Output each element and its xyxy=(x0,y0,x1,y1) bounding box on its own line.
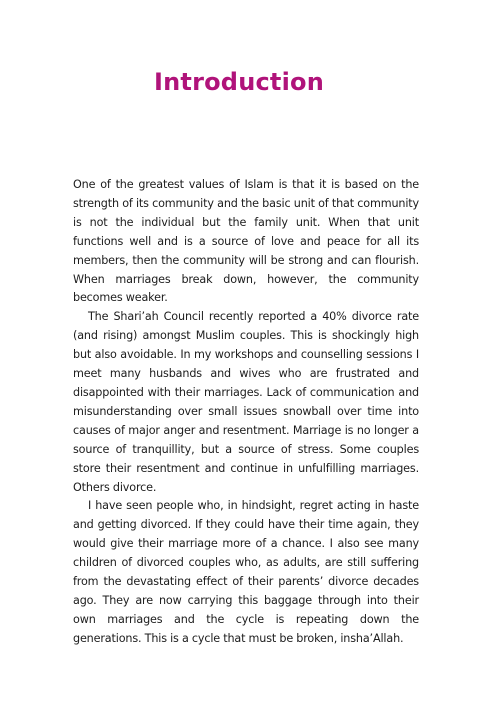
paragraph-2: The Shari’ah Council recently reported a 40% divorce rate (and rising) amongst Muslim couples. This is shockingly high but also avoidable. In my workshops and counselling sessions I meet many husbands and wives who are frustrated and disappointed with their marriages. Lack of communication and misunderstanding over small issues snowball over time into causes of major anger and resentment. Marriage is no longer a source of tranquillity, but a source of stress. Some couples store their resentment and continue in unfulfilling marriages. Others divorce. xyxy=(73,310,419,494)
chapter-body xyxy=(73,176,419,649)
chapter-title: Introduction xyxy=(154,68,324,97)
paragraph-3: I have seen people who, in hindsight, regret acting in haste and getting divorced. If they could have their time again, they would give their marriage more of a chance. I also see many children of divorced couples who, as adults, are still suffering from the devastating effect of their parents’ divorce decades ago. They are now carrying this baggage through into their own marriages and the cycle is repeating down the generations. This is a cycle that must be broken, insha’Allah. xyxy=(73,499,419,645)
paragraph-1: One of the greatest values of Islam is that it is based on the strength of its community and the basic unit of that community is not the individual but the family unit. When that unit functions well and is a source of love and peace for all its members, then the community will be strong and can flourish. When marriages break down, however, the community becomes weaker. xyxy=(73,178,419,305)
